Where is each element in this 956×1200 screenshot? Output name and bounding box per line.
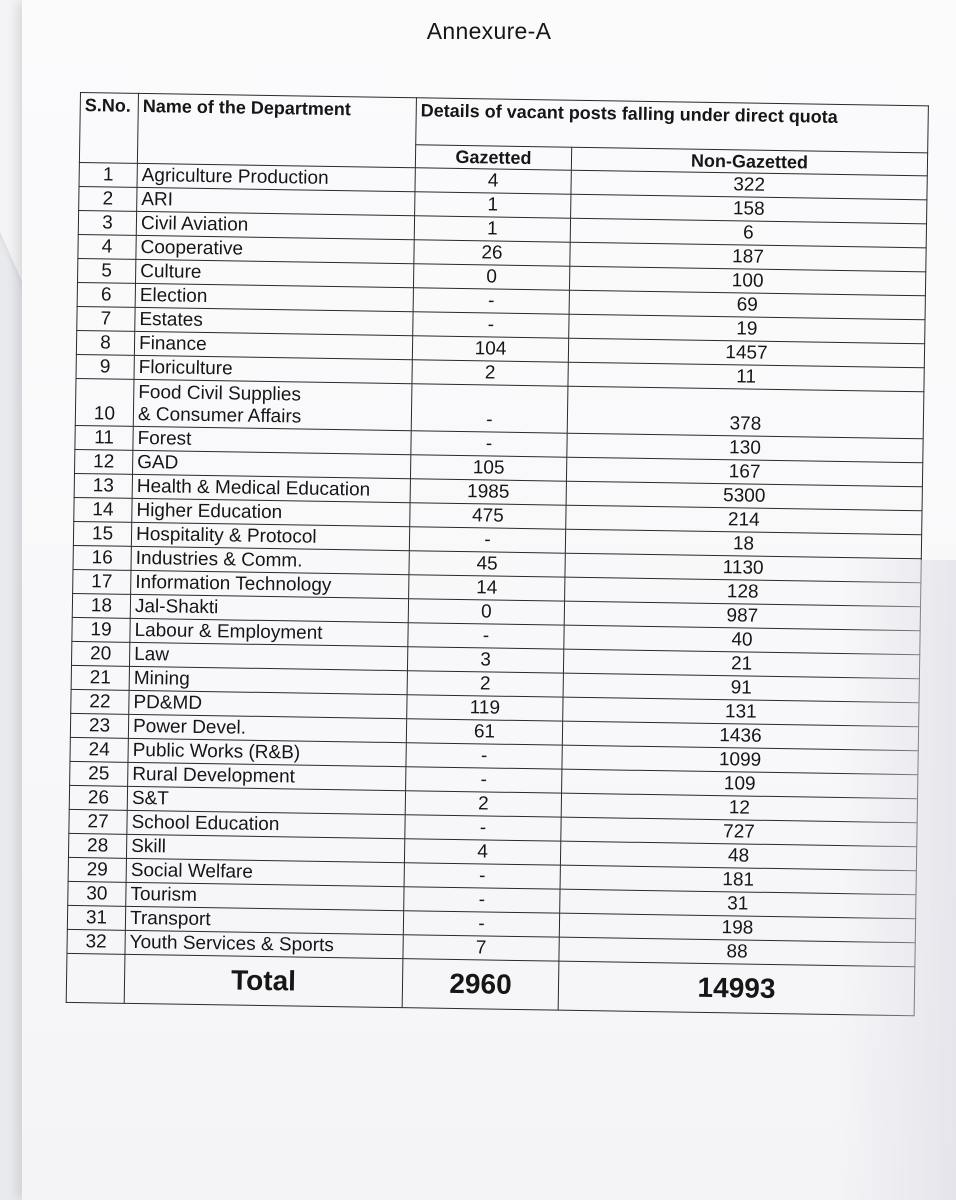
row-sno: 32 bbox=[67, 929, 125, 954]
row-non-gazetted: 21 bbox=[563, 649, 919, 679]
department-name: Youth Services & Sports bbox=[129, 931, 334, 957]
row-department bbox=[136, 235, 414, 263]
row-department bbox=[129, 666, 407, 694]
row-gazetted: 105 bbox=[410, 455, 566, 481]
row-department bbox=[128, 738, 406, 766]
row-gazetted: 45 bbox=[409, 551, 565, 577]
row-non-gazetted: 40 bbox=[564, 625, 920, 655]
total-label: Total bbox=[124, 954, 403, 1007]
department-name: Agriculture Production bbox=[141, 164, 329, 189]
row-sno: 9 bbox=[76, 354, 134, 379]
row-department bbox=[130, 594, 408, 622]
department-name: Skill bbox=[130, 835, 167, 858]
row-gazetted: 2 bbox=[412, 360, 568, 386]
department-name: Transport bbox=[129, 907, 211, 931]
row-sno: 19 bbox=[72, 617, 130, 642]
row-gazetted: 1 bbox=[414, 216, 570, 242]
row-non-gazetted: 91 bbox=[563, 673, 919, 703]
table-header-row bbox=[80, 93, 929, 153]
row-sno: 6 bbox=[77, 282, 135, 307]
row-sno: 2 bbox=[79, 186, 137, 211]
row-gazetted: 2 bbox=[405, 791, 561, 817]
row-non-gazetted: 88 bbox=[559, 937, 915, 967]
header-department: Name of the Department bbox=[137, 93, 416, 167]
row-gazetted: 3 bbox=[407, 647, 563, 673]
row-sno: 25 bbox=[70, 761, 128, 786]
row-department bbox=[132, 498, 410, 526]
row-sno: 31 bbox=[67, 905, 125, 930]
row-department bbox=[125, 930, 403, 958]
row-sno: 20 bbox=[71, 641, 129, 666]
row-department bbox=[131, 570, 409, 598]
row-gazetted: 61 bbox=[406, 719, 562, 745]
row-sno: 13 bbox=[74, 473, 132, 498]
row-non-gazetted: 214 bbox=[566, 505, 922, 535]
row-gazetted: - bbox=[405, 815, 561, 841]
header-non-gazetted: Non-Gazetted bbox=[571, 147, 927, 176]
row-department bbox=[133, 450, 411, 478]
row-gazetted: 104 bbox=[412, 336, 568, 362]
row-sno: 22 bbox=[71, 689, 129, 714]
row-department bbox=[127, 810, 405, 838]
row-gazetted: - bbox=[404, 863, 560, 889]
department-name: Culture bbox=[140, 260, 202, 283]
department-name: Labour & Employment bbox=[134, 619, 323, 644]
row-sno: 12 bbox=[75, 449, 133, 474]
row-non-gazetted: 5300 bbox=[566, 481, 922, 511]
department-name: PD&MD bbox=[133, 691, 203, 714]
row-department bbox=[136, 211, 414, 239]
total-gazetted: 2960 bbox=[402, 959, 559, 1010]
department-name: Civil Aviation bbox=[140, 212, 249, 236]
row-gazetted: - bbox=[413, 312, 569, 338]
row-department bbox=[126, 882, 404, 910]
department-name: Food Civil Supplies bbox=[138, 381, 302, 406]
department-name: Finance bbox=[138, 332, 207, 356]
department-name: Social Welfare bbox=[130, 859, 254, 883]
row-sno: 17 bbox=[73, 569, 131, 594]
row-gazetted: - bbox=[406, 767, 562, 793]
department-name: Estates bbox=[139, 308, 203, 331]
row-department bbox=[125, 906, 403, 934]
row-gazetted: 1985 bbox=[410, 479, 566, 505]
row-sno: 8 bbox=[76, 330, 134, 355]
row-non-gazetted: 131 bbox=[563, 697, 919, 727]
department-name: Election bbox=[139, 284, 208, 308]
vacancy-table-wrapper bbox=[66, 92, 928, 1016]
row-gazetted: - bbox=[404, 887, 560, 913]
row-sno: 4 bbox=[78, 234, 136, 259]
department-name: School Education bbox=[131, 811, 280, 836]
row-non-gazetted: 1436 bbox=[562, 721, 918, 751]
row-department bbox=[133, 426, 411, 454]
row-sno: 10 bbox=[75, 378, 134, 426]
row-sno: 26 bbox=[69, 785, 127, 810]
row-sno: 15 bbox=[73, 521, 131, 546]
department-name-line2: & Consumer Affairs bbox=[137, 403, 302, 428]
department-name: GAD bbox=[137, 451, 179, 474]
row-department bbox=[135, 283, 413, 311]
row-non-gazetted: 69 bbox=[569, 290, 925, 320]
department-name: Industries & Comm. bbox=[135, 547, 303, 572]
row-department bbox=[130, 618, 408, 646]
row-non-gazetted: 31 bbox=[560, 889, 916, 919]
row-gazetted: 0 bbox=[408, 599, 564, 625]
row-sno: 29 bbox=[68, 857, 126, 882]
row-department bbox=[128, 714, 406, 742]
total-sno-cell bbox=[66, 953, 125, 1003]
row-sno: 14 bbox=[74, 497, 132, 522]
row-gazetted: - bbox=[411, 384, 568, 433]
row-non-gazetted: 12 bbox=[561, 793, 917, 823]
row-sno: 24 bbox=[70, 737, 128, 762]
document-title: Annexure-A bbox=[426, 18, 552, 44]
row-sno: 27 bbox=[69, 809, 127, 834]
department-name: Floriculture bbox=[138, 356, 233, 380]
row-department bbox=[131, 522, 409, 550]
department-name: Mining bbox=[133, 667, 190, 690]
row-sno: 21 bbox=[71, 665, 129, 690]
row-department bbox=[137, 163, 415, 191]
row-gazetted: 4 bbox=[404, 839, 560, 865]
row-non-gazetted: 109 bbox=[562, 769, 918, 799]
row-department bbox=[133, 379, 412, 430]
row-non-gazetted: 48 bbox=[560, 841, 916, 871]
row-non-gazetted: 378 bbox=[567, 386, 924, 439]
department-name: Higher Education bbox=[136, 499, 283, 524]
row-non-gazetted: 6 bbox=[570, 218, 926, 248]
department-name: Power Devel. bbox=[132, 715, 247, 739]
row-department bbox=[136, 259, 414, 287]
row-gazetted: 119 bbox=[407, 695, 563, 721]
row-non-gazetted: 1457 bbox=[568, 338, 924, 368]
row-gazetted: - bbox=[403, 911, 559, 937]
row-non-gazetted: 1130 bbox=[565, 553, 921, 583]
row-gazetted: - bbox=[406, 743, 562, 769]
row-department bbox=[128, 762, 406, 790]
department-name: Public Works (R&B) bbox=[132, 739, 301, 764]
vacancy-table bbox=[66, 92, 929, 1016]
row-gazetted: - bbox=[411, 431, 567, 457]
document-page bbox=[22, 0, 956, 1200]
total-non-gazetted: 14993 bbox=[558, 961, 915, 1016]
row-non-gazetted: 100 bbox=[569, 266, 925, 296]
department-name: Cooperative bbox=[140, 236, 244, 260]
header-details: Details of vacant posts falling under direct quota bbox=[416, 98, 929, 153]
row-gazetted: 14 bbox=[409, 575, 565, 601]
row-gazetted: 1 bbox=[415, 192, 571, 218]
row-sno: 28 bbox=[68, 833, 126, 858]
row-department bbox=[135, 307, 413, 335]
row-department bbox=[131, 546, 409, 574]
row-non-gazetted: 727 bbox=[561, 817, 917, 847]
row-department bbox=[134, 331, 412, 359]
department-name: Jal-Shakti bbox=[134, 595, 219, 619]
row-sno: 30 bbox=[68, 881, 126, 906]
row-gazetted: 2 bbox=[407, 671, 563, 697]
row-sno: 16 bbox=[73, 545, 131, 570]
row-sno: 5 bbox=[78, 258, 136, 283]
department-name: Information Technology bbox=[135, 571, 332, 597]
department-name: Health & Medical Education bbox=[136, 475, 371, 501]
row-sno: 7 bbox=[77, 306, 135, 331]
row-department bbox=[134, 355, 412, 383]
department-name: Hospitality & Protocol bbox=[135, 523, 317, 548]
row-gazetted: - bbox=[409, 527, 565, 553]
department-name: Law bbox=[134, 643, 170, 666]
row-sno: 11 bbox=[75, 425, 133, 450]
row-non-gazetted: 11 bbox=[568, 362, 924, 392]
department-name: Rural Development bbox=[132, 763, 296, 788]
row-non-gazetted: 167 bbox=[566, 457, 922, 487]
row-gazetted: - bbox=[408, 623, 564, 649]
table-body bbox=[67, 162, 927, 966]
row-non-gazetted: 130 bbox=[567, 433, 923, 463]
row-non-gazetted: 158 bbox=[571, 194, 927, 224]
row-non-gazetted: 18 bbox=[565, 529, 921, 559]
row-non-gazetted: 987 bbox=[564, 601, 920, 631]
row-gazetted: - bbox=[413, 288, 569, 314]
row-gazetted: 26 bbox=[414, 240, 570, 266]
header-gazetted: Gazetted bbox=[415, 145, 571, 170]
row-sno: 23 bbox=[70, 713, 128, 738]
row-non-gazetted: 128 bbox=[565, 577, 921, 607]
row-non-gazetted: 198 bbox=[559, 913, 915, 943]
row-gazetted: 7 bbox=[403, 935, 559, 961]
row-non-gazetted: 181 bbox=[560, 865, 916, 895]
row-department bbox=[129, 690, 407, 718]
row-gazetted: 0 bbox=[413, 264, 569, 290]
department-name: Tourism bbox=[130, 883, 198, 906]
header-sno: S.No. bbox=[79, 93, 138, 164]
row-department bbox=[126, 858, 404, 886]
row-non-gazetted: 322 bbox=[571, 170, 927, 200]
row-non-gazetted: 187 bbox=[570, 242, 926, 272]
department-name: Forest bbox=[137, 427, 192, 450]
row-non-gazetted: 19 bbox=[569, 314, 925, 344]
row-sno: 3 bbox=[78, 210, 136, 235]
row-sno: 18 bbox=[72, 593, 130, 618]
row-department bbox=[132, 474, 410, 502]
row-sno: 1 bbox=[79, 162, 137, 187]
department-name: ARI bbox=[141, 188, 174, 211]
row-gazetted: 4 bbox=[415, 168, 571, 194]
row-non-gazetted: 1099 bbox=[562, 745, 918, 775]
department-name: S&T bbox=[131, 787, 170, 810]
row-gazetted: 475 bbox=[410, 503, 566, 529]
